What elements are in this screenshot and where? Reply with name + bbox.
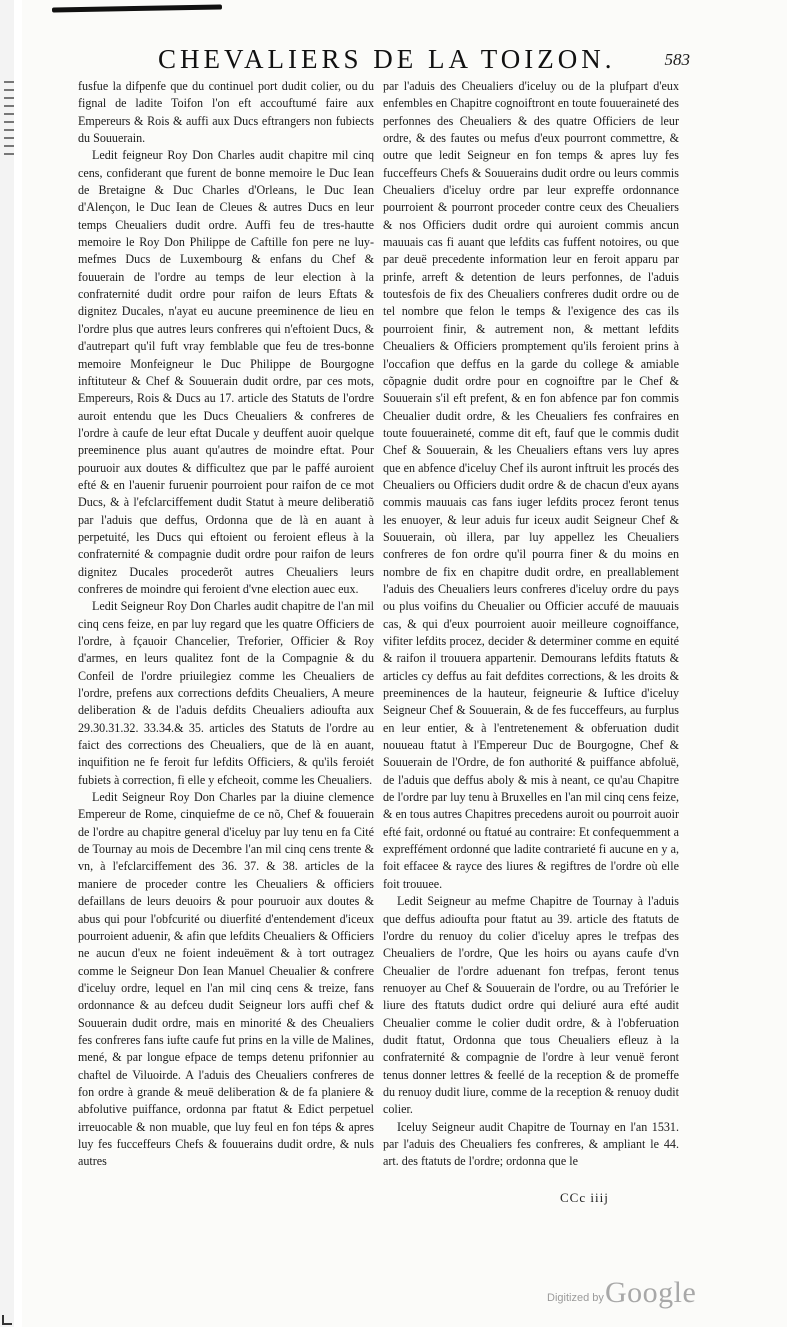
book-spine-edge: [0, 0, 14, 1327]
right-paragraph-1: par l'aduis des Cheualiers d'iceluy ou de la plufpart d'eux enfembles en Chapitre cognoiftront en toute fouueraineté des perfonnes des Cheualiers & des quatre Officiers de leur ordre, & des fautes ou mefus d'eux pourront commettre, & outre que ledit Seigneur en fon temps & apres luy fes fucceffeurs Chefs & Souuerains dudit ordre ou leurs commis Cheualiers d'iceluy ordre par leur expreffe ordonnance pourroient & pourront proceder contre ceux des Cheualiers & nos Officiers dudit ordre qui auroient commis ancun mauuais cas fi auant que lefdits cas fuffent notoires, ou que par deuë precedente information leur en feroit apparu par prinfe, arreft & detention de leurs perfonnes, de l'aduis toutesfois de fix des Cheualiers confreres dudit ordre ou de tel nombre que felon le temps & l'exigence des cas ils pourroient finir, & autrement non, & mettant lefdits Cheualiers & Officiers promptement qu'ils feroient prins à l'occafion que deffus en la garde du college & amiable cõpagnie dudit ordre pour en cognoiftre par le Chef & Souuerain s'il eft prefent, & en fon abfence par fon commis Cheualier dudit ordre, & les Cheualiers fes confraires en toute fouueraineté, comme dit eft, fauf que le commis dudit Chef & Souuerain, & les Cheualiers eftans vers luy apres que en abfence d'iceluy Chef ils auront inftruit les procés des Cheualiers ou Officiers dudit ordre & de chacun d'eux ayans commis mauuais cas fans iuger lefdits procez feront tenus les enuoyer, & leur aduis fur iceux audit Seigneur Chef & Souuerain, où illera, par luy appellez les Cheualiers confreres de fon ordre qu'il pourra finer & du moins en nombre de fix en chapitre dudit ordre, en preallablement l'aduis des Cheualiers leurs confreres d'iceluy ordre du pays ou plus voifins du Cheualier ou Officier accufé de mauuais cas, & qui d'eux pourroient auoir meilleure cognoiffance, vifiter lefdits procez, decider & determiner comme en equité & raifon il trouuera appartenir. Demourans lefdits ftatuts & articles cy deffus au fait defdites corrections, & les droits & preeminences de la hauteur, feigneurie & Iuftice d'iceluy Seigneur Chef & Souuerain, & de fes fucceffeurs, au furplus en leur entier, & à l'entretenement & obferuation dudit nouueau ftatut à l'Empereur Duc de Bourgogne, Chef & Souuerain de l'Ordre, de fon authorité & puiffance abfoluë, de l'aduis que deffus aboly & mis à neant, ce qu'au Chapitre de l'ordre par luy tenu à Bruxelles en l'an mil cinq cens feize, & en tous autres Chapitres precedens auroit ou pourroit auoir efté fait, ordonné ou ftatué au contraire: Et confequemment a expreffément ordonné que ladite contrarieté fi aucune en y a, foit effacee & rayce des liures & regiftres de l'ordre où elle foit trouuee.: [383, 79, 679, 891]
left-paragraph-1: fusfue la difpenfe que du continuel port dudit colier, ou du fignal de ladite Toifon l'on eft accouftumé faire aux Empereurs & Rois & auffi aux Ducs eftrangers non fubiects du Souuerain.: [78, 79, 374, 146]
signature-mark: CCc iiij: [560, 1190, 609, 1205]
right-paragraph-3: Iceluy Seigneur audit Chapitre de Tournay en l'an 1531. par l'aduis des Cheualiers fes confreres, & ampliant le 44. art. des ftatuts de l'ordre; ordonna que le: [383, 1119, 679, 1169]
left-paragraph-4: Ledit Seigneur Roy Don Charles par la diuine clemence Empereur de Rome, cinquiefme de ce nõ, Chef & fouuerain de l'ordre au chapitre general d'iceluy par luy tenu en fa Cité de Tournay au mois de Decembre l'an mil cinq cens trente & vn, à l'efclarciffement des 36. 37. & 38. articles de la maniere de proceder contre les Cheualiers & officiers defaillans de leurs deuoirs & pour pouruoir aux doutes & abus qui pour l'obfcurité ou diuerfité d'entendement d'iceux pourroient aduenir, & afin que lefdits Cheualiers & Officiers ne aucun d'eux ne foient indeuëment & à tort outragez comme le Seigneur Don Iean Manuel Cheualier & confrere d'iceluy ordre, lequel en l'an mil cinq cens & treize, fans ordonnance & au defceu dudit Seigneur lors auffi chef & Souuerain dudit ordre, mais en minorité & des Cheualiers fes confreres fans iufte caufe fut prins en la ville de Malines, mené, & par longue efpace de temps detenu prifonnier au chaftel de Viluoirde. A l'aduis des Cheualiers confreres de fon ordre à grande & meuë deliberation & de fa planiere & abfolutive puiffance, ordonna par ftatut & Edict perpetuel irreuocable & non muable, que luy feul en fon téps & apres luy fes fucceffeurs Chefs & fouuerains dudit ordre, & nuls autres: [78, 790, 374, 1169]
left-paragraph-3: Ledit Seigneur Roy Don Charles audit chapitre de l'an mil cinq cens feize, en par luy regard que les quatre Officiers de l'ordre, à fçauoir Chancelier, Treforier, Officier & Roy d'armes, en leurs qualitez font de la Compagnie & du Confeil de l'ordre priuilegiez comme les Cheualiers de l'ordre, prefens aux corrections defdits Cheualiers, A meure deliberation & de l'aduis defdits Cheualiers adioufta aux 29.30.31.32. 33.34.& 35. articles des Statuts de l'ordre au faict des corrections des Cheualiers, que de là en auant, inquifition ne fe feroit fur lefdits Officiers, & qu'ils feroiét fubiets à correction, fi elle y efcheoit, comme les Cheualiers.: [78, 599, 374, 787]
right-paragraph-2: Ledit Seigneur au mefme Chapitre de Tournay à l'aduis que deffus adioufta pour ftatut au 39. article des ftatuts de l'ordre du renuoy du colier d'iceluy apres le trefpas des Cheualiers de l'ordre, Que les hoirs ou ayans caufe d'vn Cheualier de l'ordre aduenant fon trefpas, feront tenus renuoyer au Chef & Souuerain de l'ordre, ou au Trefórier le liure des ftatuts dudict ordre qui deliuré aura efté audit Cheualier comme le colier dudit ordre, & à l'obferuation dudit ftatut, Ordonna que tous Cheualiers efleuz à la confraternité & compagnie de l'ordre à leur venuë feront tenus donner lettres & feellé de la reception & de promeffe du renuoy dudit liure, comme de la reception & renuoy dudit colier.: [383, 894, 679, 1117]
page-corner-mark: [2, 1315, 12, 1325]
running-title: CHEVALIERS DE LA TOIZON.: [158, 44, 616, 74]
spine-marks: [4, 75, 22, 295]
left-text-column: [78, 78, 374, 1193]
digitization-watermark: [547, 1276, 737, 1314]
top-ink-rule: [52, 5, 222, 13]
watermark-prefix: Digitized by: [547, 1292, 604, 1304]
google-logo: Google: [605, 1276, 697, 1309]
left-paragraph-2: Ledit feigneur Roy Don Charles audit chapitre mil cinq cens, confiderant que furent de bonne memoire le Duc Iean de Bretaigne & Duc Charles d'Orleans, le Duc Iean d'Alençon, le Duc Iean de Cleues & autres Ducs en leur temps Cheualiers dudit ordre. Auffi feu de tres-hautte memoire le Roy Don Philippe de Caftille fon pere ne luy-mefmes Ducs de Luxembourg & enfans du Chef & fouuerain de l'ordre au temps de leur election à la confraternité dudit ordre pour raifon de leurs Eftats & dignitez Ducales, n'ayat eu aucune preeminence de lieu en l'ordre plus que autres leurs confreres qui n'eftoient Ducs, & d'autrepart qu'il fuft vray femblable que feu de tres-bonne memoire Monfeigneur le Duc Philippe de Bourgogne inftituteur & Chef & Souuerain dudit ordre, par ces mots, Empereurs, Rois & Ducs au 17. article des Statuts de l'ordre auroit entendu que les Ducs Cheualiers & confreres de l'ordre à caufe de leur eftat Ducale y deuffent auoir quelque preeminence plus auant qu'autres de moindre eftat. Pour pouruoir aux doutes & difficultez que par le paffé auroient efté & en l'auenir furuenir pourroient pour raifon de ce mot Ducs, & à l'efclarciffement dudit Statut à meure deliberatiõ par l'aduis que deffus, Ordonna que de là en auant à perpetuité, les Ducs qui eftoient ou feroient efleus à la confraternité & compagnie dudit ordre pour raifon de leurs dignitez Ducales procederõt autres Cheualiers leurs confreres de moindre qui feroient d'vne election auec eux.: [78, 148, 374, 596]
right-text-column: [383, 78, 679, 1193]
page-number: 583: [664, 50, 690, 69]
